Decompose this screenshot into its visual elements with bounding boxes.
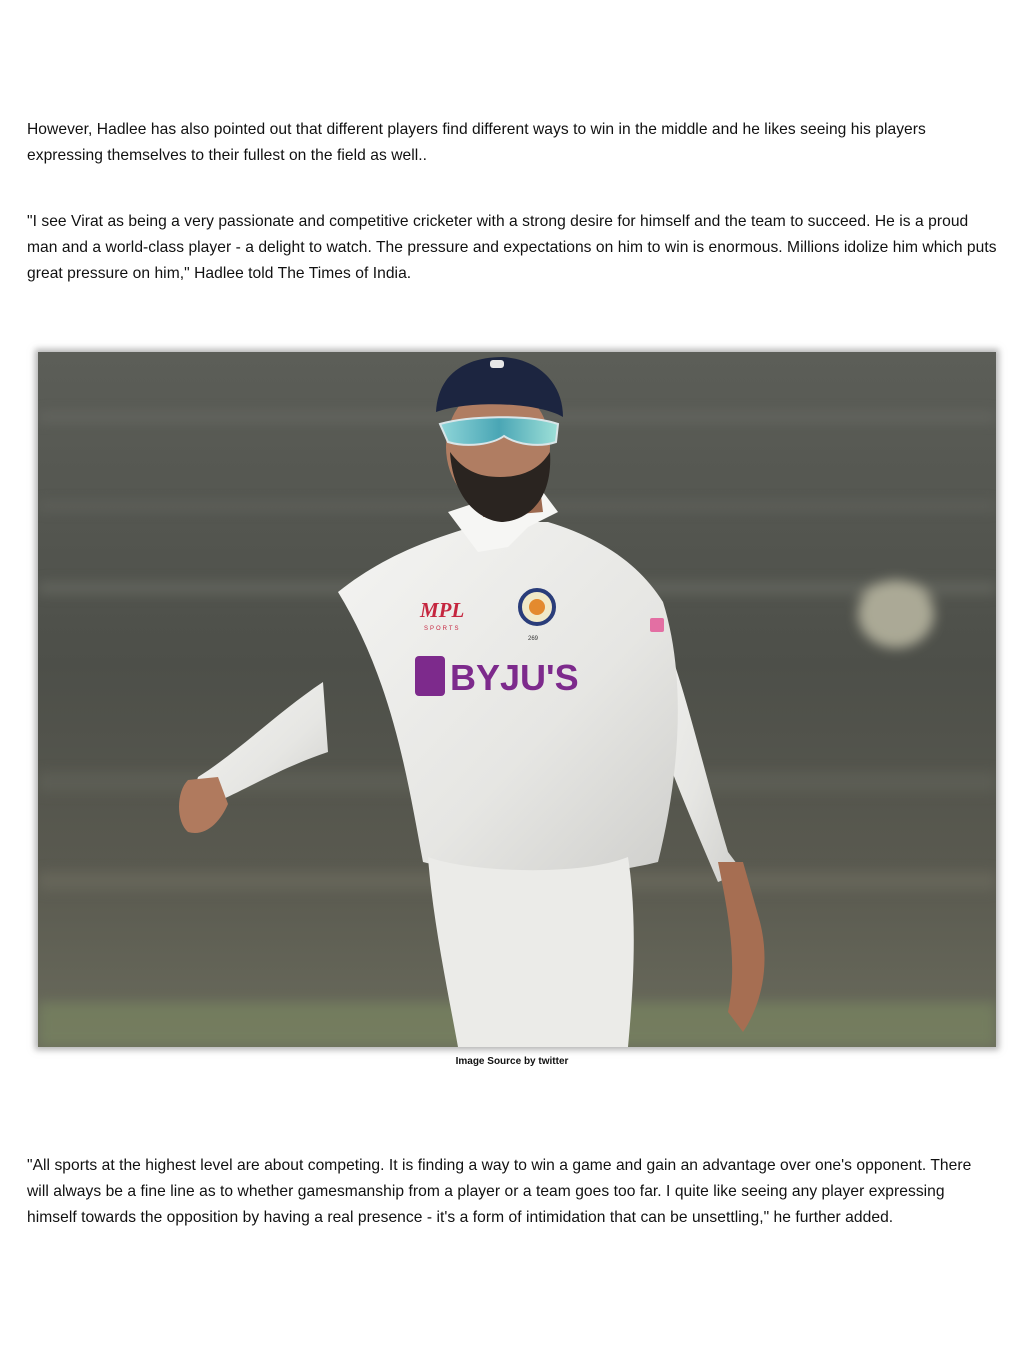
- image-caption: Image Source by twitter: [455, 1056, 569, 1067]
- badge-number: 269: [528, 636, 539, 642]
- paragraph-hadlee-quote: "I see Virat as being a very passionate and competitive cricketer with a strong desire for himself and the team to succeed. He is a proud man and a world-class player - a delight to watch. The pressure and expectations on him to win is enormous. Millions idolize him which puts great pressure on him," Hadlee told The Times of India.: [27, 213, 997, 282]
- mpl-logo-text: MPL: [420, 598, 465, 622]
- mpl-logo-subtext: SPORTS: [424, 626, 461, 632]
- byjus-logo-icon: [415, 656, 445, 696]
- paragraph-intro: However, Hadlee has also pointed out that different players find different ways to win in the middle and he likes seeing his players expressing themselves to their fullest on the field as well..: [27, 121, 926, 164]
- paragraph-competition-quote: "All sports at the highest level are about competing. It is finding a way to win a game and gain an advantage over one's opponent. There will always be a fine line as to whether gamesmanship from a player or a team goes too far. I quite like seeing any player expressing himself towards the opposition by having a real presence - it's a form of intimidation that can be unsettling," he further added.: [27, 1157, 972, 1226]
- cricketer-photo: [38, 352, 996, 1047]
- jersey-sponsor-text: BYJU'S: [450, 657, 579, 698]
